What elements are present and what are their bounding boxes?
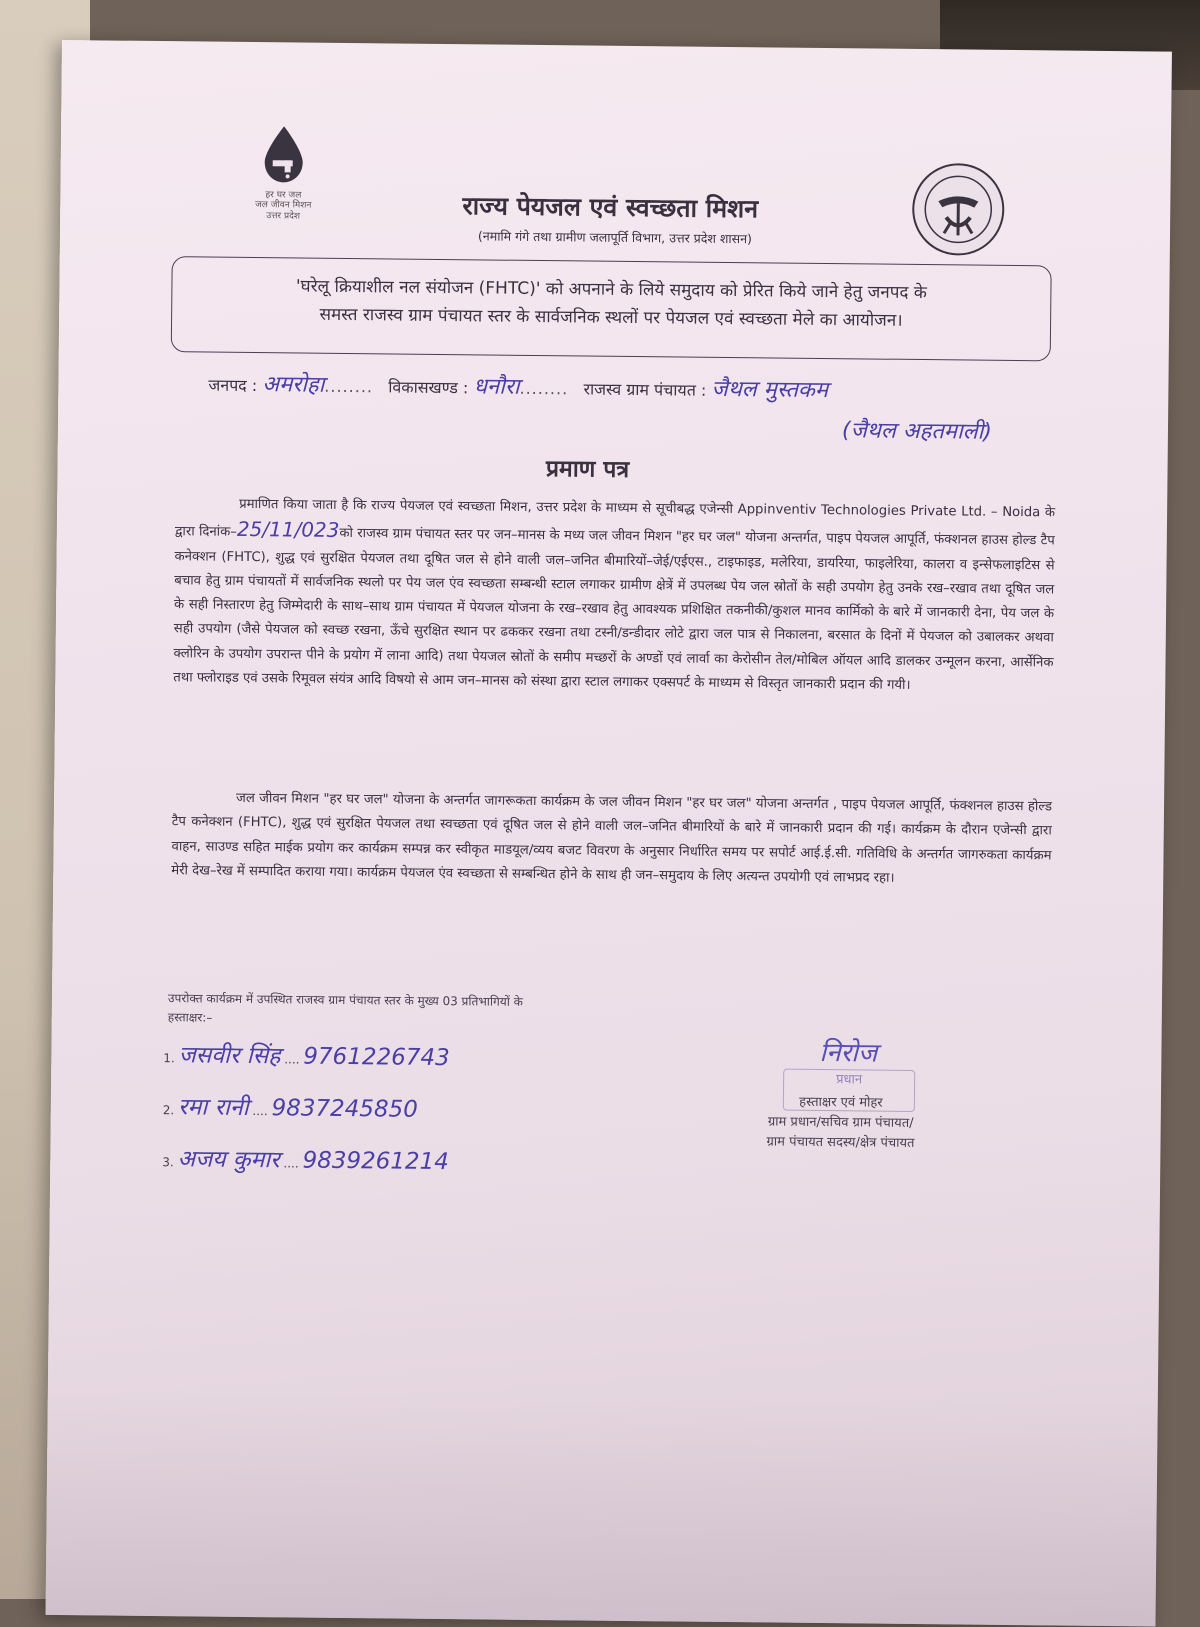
gram-panchayat-value-2: (जैथल अहतमाली) [841, 418, 993, 445]
participant-dash: .... [252, 1104, 268, 1119]
block-dots: ........ [519, 378, 569, 399]
event-banner [171, 256, 1052, 361]
page-title: राज्य पेयजल एवं स्वच्छता मिशन [462, 191, 759, 224]
signature-note [168, 989, 688, 1032]
participant-phone: 9839261214 [302, 1147, 450, 1176]
participant-name: जसवीर सिंह [178, 1042, 281, 1070]
participant-number: 1. [163, 1051, 175, 1066]
participant-number: 3. [162, 1155, 174, 1170]
certificate-paragraph-2: जल जीवन मिशन "हर घर जल" योजना के अन्तर्गत जागरूकता कार्यक्रम के जल जीवन मिशन "हर घर जल" योजना अन्तर्गत , पाइप पेयजल आपूर्ति, फंक्शनल हाउस होल्ड टैप कनेक्शन (FHTC), शुद्ध एवं सुरक्षित पेयजल तथा स्वच्छता एवं दूषित जल से होने वाली जल–जनित बीमारियों के बारे में जानकारी प्रदान की गई। कार्यक्रम के दौरान एजेन्सी द्वारा वाहन, साउण्ड सहित माईक प्रयोग कर कार्यक्रम सम्पन्न कर स्वीकृत माडयूल/व्यय बजट विवरण के अनुसार निर्धारित समय पर सपोर्ट आई.ई.सी. गतिविधि के अन्तर्गत जागरुकता कार्यक्रम मेरी देख–रेख में सम्पादित कराया गया। कार्यक्रम पेयजल एंव स्वच्छता से सम्बन्धित होने के साथ ही जन–समुदाय के लिए अत्यन्त उपयोगी एवं लाभप्रद रहा। [171, 790, 1053, 886]
official-signature: निरोज [819, 1037, 878, 1069]
para1-part-b: को राजस्व ग्राम पंचायत स्तर पर जन–मानस के मध्य जल जीवन मिशन "हर घर जल" योजना अन्तर्गत, पाइप पेयजल आपूर्ति, फंक्शनल हाउस होल्ड टैप कनेक्शन (FHTC), शुद्ध एवं सुरक्षित पेयजल तथा दूषित जल से होने वाली जल–जनित बीमारियों–जेई/एईएस., टाइफाइड, मलेरिया, डायरिया, फाइलेरिया, कालरा व इन्सेफलाइटिस से बचाव हेतु ग्राम पंचायतों में सार्वजनिक स्थलो पर पेय जल एंव स्वच्छता सम्बन्धी स्टाल लगाकर ग्रामीण क्षेत्रें में उपलब्ध पेय जल स्रोतों के सही उपयोग हेतु उनके रख–रखाव तथा दूषित जल के सही निस्तारण हेतु जिम्मेदारी के साथ–साथ ग्राम पंचायत में पेयजल योजना के रख–रखाव हेतु आवश्यक प्रशिक्षित तकनीकी/कुशल मानव कार्मिको के बारे में जानकारी देना, पेय जल के सही उपयोग (जैसे पेयजल को स्वच्छ रखना, ऊँचे सुरक्षित स्थान पर ढककर रखना तथा टस्नी/डन्डीदार लोटे द्वारा जल पात्र से निकालना, बरसात के दिनों में पेयजल को उबालकर अथवा क्लोरिन के उपयोग उपरान्त पीने के प्रयोग में लाना आदि) तथा पेयजल स्रोतों के समीप मच्छरों के अण्डों एवं लार्वा का केरोसीन तेल/मोबिल ऑयल आदि डालकर उन्मूलन करना, आर्सेनिक तथा फ्लोराइड एवं उसके रिमूवल संयंत्र आदि विषयो से आम जन–मानस को संस्था द्वारा स्टाल लगाकर एक्सपर्ट के माध्यम से विस्तृत जानकारी प्रदान की गयी। [173, 526, 1055, 693]
water-drop-tap-icon [258, 124, 309, 187]
block-label: विकासखण्ड : [388, 377, 469, 398]
participant-dash: .... [284, 1052, 300, 1067]
state-emblem-icon [910, 161, 1007, 258]
event-date: 25/11/023 [236, 517, 340, 543]
banner-line-2: समस्त राजस्व ग्राम पंचायत स्तर के सार्वजनिक स्थलों पर पेयजल एवं स्वच्छता मेले का आयोजन। [319, 304, 903, 331]
up-government-seal [910, 161, 1007, 258]
paper-shadow [46, 1390, 1158, 1627]
certificate-paragraph-1 [173, 492, 1055, 700]
participant-name: रमा रानी [177, 1094, 249, 1122]
official-stamp: प्रधान [783, 1069, 915, 1112]
participant-dash: .... [283, 1156, 299, 1171]
district-label: जनपद : [208, 375, 258, 396]
participant-name: अजय कुमार [177, 1146, 280, 1174]
signature-note-line-2: हस्ताक्षर:– [167, 1010, 213, 1025]
para1-part-a: प्रमाणित किया जाता है कि राज्य पेयजल एवं स्वच्छता मिशन, उत्तर प्रदेश के माध्यम से सूचीबद्ध एजेन्सी Appinventiv Technologies Private Ltd. – Noida के द्वारा दिनांक– [174, 496, 1056, 541]
gram-panchayat-value: जैथल मुस्तकम [711, 376, 829, 404]
participant-row [162, 1141, 449, 1176]
page-subtitle: (नमामि गंगे तथा ग्रामीण जलापूर्ति विभाग, उत्तर प्रदेश शासन) [477, 228, 753, 247]
district-dots: ........ [324, 376, 374, 397]
stamp-caption-line-1: हस्ताक्षर एवं मोहर [799, 1094, 883, 1111]
participant-row [163, 1037, 450, 1072]
logo-caption-2: जल जीवन मिशन [255, 200, 312, 211]
district-value: अमरोहा [262, 372, 325, 398]
logo-caption-1: हर घर जल [265, 190, 302, 201]
stamp-caption [710, 1092, 971, 1155]
stamp-caption-line-3: ग्राम पंचायत सदस्य/क्षेत्र पंचायत [766, 1134, 915, 1151]
location-row [208, 368, 1108, 407]
participant-phone: 9761226743 [303, 1043, 450, 1072]
participant-phone: 9837245850 [271, 1095, 419, 1123]
signature-note-line-1: उपरोक्त कार्यक्रम में उपस्थित राजस्व ग्राम पंचायत स्तर के मुख्य 03 प्रतिभागियों के [167, 991, 523, 1009]
banner-line-1: 'घरेलू क्रियाशील नल संयोजन (FHTC)' को अपनाने के लिये समुदाय को प्रेरित किये जाने हेतु जनपद के [295, 276, 928, 304]
stamp-caption-line-2: ग्राम प्रधान/सचिव ग्राम पंचायत/ [767, 1114, 914, 1131]
participant-number: 2. [162, 1103, 175, 1118]
certificate-page [46, 40, 1172, 1627]
jal-jeevan-mission-logo [238, 124, 329, 222]
gram-panchayat-label: राजस्व ग्राम पंचायत : [583, 379, 707, 400]
certificate-heading: प्रमाण पत्र [545, 456, 630, 483]
logo-caption-3: उत्तर प्रदेश [266, 210, 301, 222]
official-stamp-area [710, 1032, 971, 1175]
block-value: धनौरा [473, 374, 520, 400]
participant-row [163, 1089, 418, 1124]
